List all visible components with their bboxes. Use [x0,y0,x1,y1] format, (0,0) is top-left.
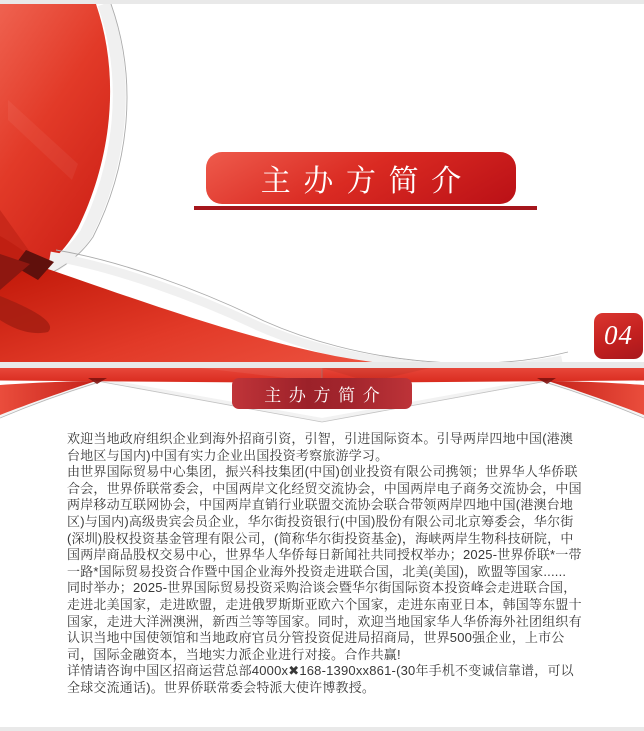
slide2-title: 主办方简介 [264,386,388,405]
slide1-title: 主办方简介 [260,165,474,198]
body-paragraph: 详情请咨询中国区招商运营总部4000x✖168-1390xx861-(30年手机不变诚信靠谱，可以全球交流通话)。世界侨联常委会特派大使许博教授。 [67,663,574,695]
slide-2 [0,368,644,727]
body-paragraph: 欢迎当地政府组织企业到海外招商引资，引智，引进国际资本。引导两岸四地中国(港澳台地区与国内)中国有实力企业出国投资考察旅游学习。 [67,431,574,463]
slide2-title-banner [232,378,412,409]
page-number: 04 [604,319,633,350]
body-paragraph: 同时举办；2025-世界国际贸易投资采购洽谈会暨华尔街国际资本投资峰会走进联合国，走进北美国家，走进欧盟，走进俄罗斯斯亚欧六个国家，走进东南亚日本，韩国等东盟十国家，走进大洋洲澳洲，新西兰等等国家。同时，欢迎当地国家华人华侨海外社团组织有认识当地中国使领馆和当地政府官员分管投资促进局招商局，世界500强企业，上市公司，国际金融资本，当地实力派企业进行对接。合作共赢! [67,580,582,662]
petal-bottom [0,236,564,362]
page-number-badge [594,313,643,359]
slide1-title-banner [206,152,516,204]
slide-1 [0,4,644,362]
slide2-body-text [67,431,584,697]
body-paragraph: 由世界国际贸易中心集团，振兴科技集团(中国)创业投资有限公司携领；世界华人华侨联合会，世界侨联常委会，中国两岸文化经贸交流协会，中国两岸电子商务交流协会，中国两岸移动互联网协会，中国两岸直销行业联盟交流协会联合带领两岸四地中国(港澳台地区)与国内)高级贵宾会员企业，华尔街投资银行(中国)股份有限公司北京筹委会，华尔街(深圳)股权投资基金管理有限公司，(简称华尔街投资基金)，海峡两岸生物科技研院，中国两岸商品股权交易中心，世界华人华侨每日新闻社共同授权举办；2025-世界侨联*一带一路*国际贸易投资合作暨中国企业海外投资走进联合国，北美(美国)，欧盟等国家...... [67,464,582,579]
title-underline [194,206,537,210]
